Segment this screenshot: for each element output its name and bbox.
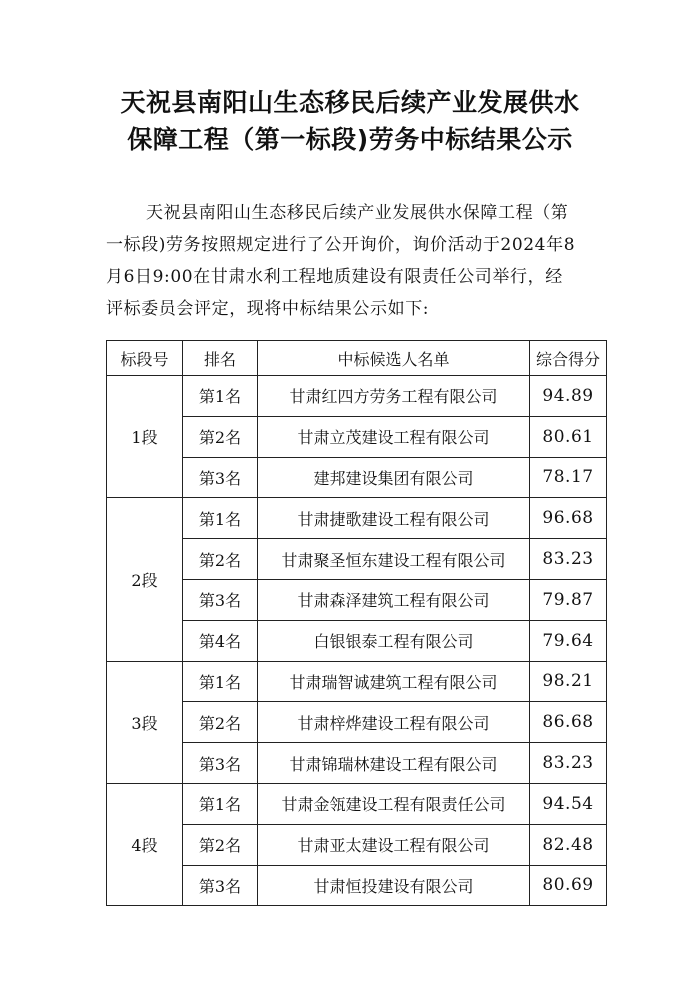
score-cell: 83.23 [530, 743, 607, 784]
rank-cell: 第2名 [183, 539, 258, 580]
candidate-cell: 甘肃立茂建设工程有限公司 [258, 416, 530, 457]
candidate-cell: 甘肃聚圣恒东建设工程有限公司 [258, 539, 530, 580]
intro-paragraph [106, 197, 606, 325]
table-row [107, 498, 607, 539]
header-score: 综合得分 [530, 341, 607, 376]
rank-cell: 第2名 [183, 824, 258, 865]
rank-cell: 第1名 [183, 783, 258, 824]
intro-line-3: 月6日9:00在甘肃水利工程地质建设有限责任公司举行，经 [106, 267, 563, 287]
candidate-cell: 甘肃梓烨建设工程有限公司 [258, 702, 530, 743]
rank-cell: 第3名 [183, 579, 258, 620]
candidate-cell: 建邦建设集团有限公司 [258, 457, 530, 498]
table-row [107, 376, 607, 417]
rank-cell: 第1名 [183, 498, 258, 539]
rank-cell: 第3名 [183, 865, 258, 906]
section-label: 4段 [107, 783, 183, 905]
score-cell: 94.89 [530, 376, 607, 417]
score-cell: 80.69 [530, 865, 607, 906]
header-section: 标段号 [107, 341, 183, 376]
score-cell: 98.21 [530, 661, 607, 702]
table-row [107, 661, 607, 702]
candidate-cell: 甘肃捷歌建设工程有限公司 [258, 498, 530, 539]
section-label: 1段 [107, 376, 183, 498]
candidate-cell: 甘肃恒投建设有限公司 [258, 865, 530, 906]
intro-line-2: 一标段)劳务按照规定进行了公开询价，询价活动于2024年8 [106, 235, 576, 255]
document-title [0, 84, 700, 158]
score-cell: 78.17 [530, 457, 607, 498]
score-cell: 79.87 [530, 579, 607, 620]
intro-line-1: 天祝县南阳山生态移民后续产业发展供水保障工程（第 [146, 203, 569, 223]
section-label: 2段 [107, 498, 183, 661]
score-cell: 86.68 [530, 702, 607, 743]
rank-cell: 第3名 [183, 457, 258, 498]
candidate-cell: 甘肃瑞智诚建筑工程有限公司 [258, 661, 530, 702]
score-cell: 96.68 [530, 498, 607, 539]
table-header-row [107, 341, 607, 376]
score-cell: 94.54 [530, 783, 607, 824]
results-table [106, 340, 607, 906]
candidate-cell: 白银银泰工程有限公司 [258, 620, 530, 661]
rank-cell: 第4名 [183, 620, 258, 661]
section-label: 3段 [107, 661, 183, 783]
rank-cell: 第2名 [183, 702, 258, 743]
rank-cell: 第3名 [183, 743, 258, 784]
rank-cell: 第2名 [183, 416, 258, 457]
candidate-cell: 甘肃红四方劳务工程有限公司 [258, 376, 530, 417]
candidate-cell: 甘肃森泽建筑工程有限公司 [258, 579, 530, 620]
intro-line-4: 评标委员会评定，现将中标结果公示如下: [106, 299, 430, 319]
score-cell: 82.48 [530, 824, 607, 865]
candidate-cell: 甘肃金瓴建设工程有限责任公司 [258, 783, 530, 824]
score-cell: 80.61 [530, 416, 607, 457]
rank-cell: 第1名 [183, 661, 258, 702]
score-cell: 79.64 [530, 620, 607, 661]
score-cell: 83.23 [530, 539, 607, 580]
title-line-2: 保障工程（第一标段)劳务中标结果公示 [127, 125, 573, 154]
table-row [107, 783, 607, 824]
rank-cell: 第1名 [183, 376, 258, 417]
header-candidate: 中标候选人名单 [258, 341, 530, 376]
title-line-1: 天祝县南阳山生态移民后续产业发展供水 [120, 88, 580, 117]
candidate-cell: 甘肃亚太建设工程有限公司 [258, 824, 530, 865]
header-rank: 排名 [183, 341, 258, 376]
candidate-cell: 甘肃锦瑞林建设工程有限公司 [258, 743, 530, 784]
